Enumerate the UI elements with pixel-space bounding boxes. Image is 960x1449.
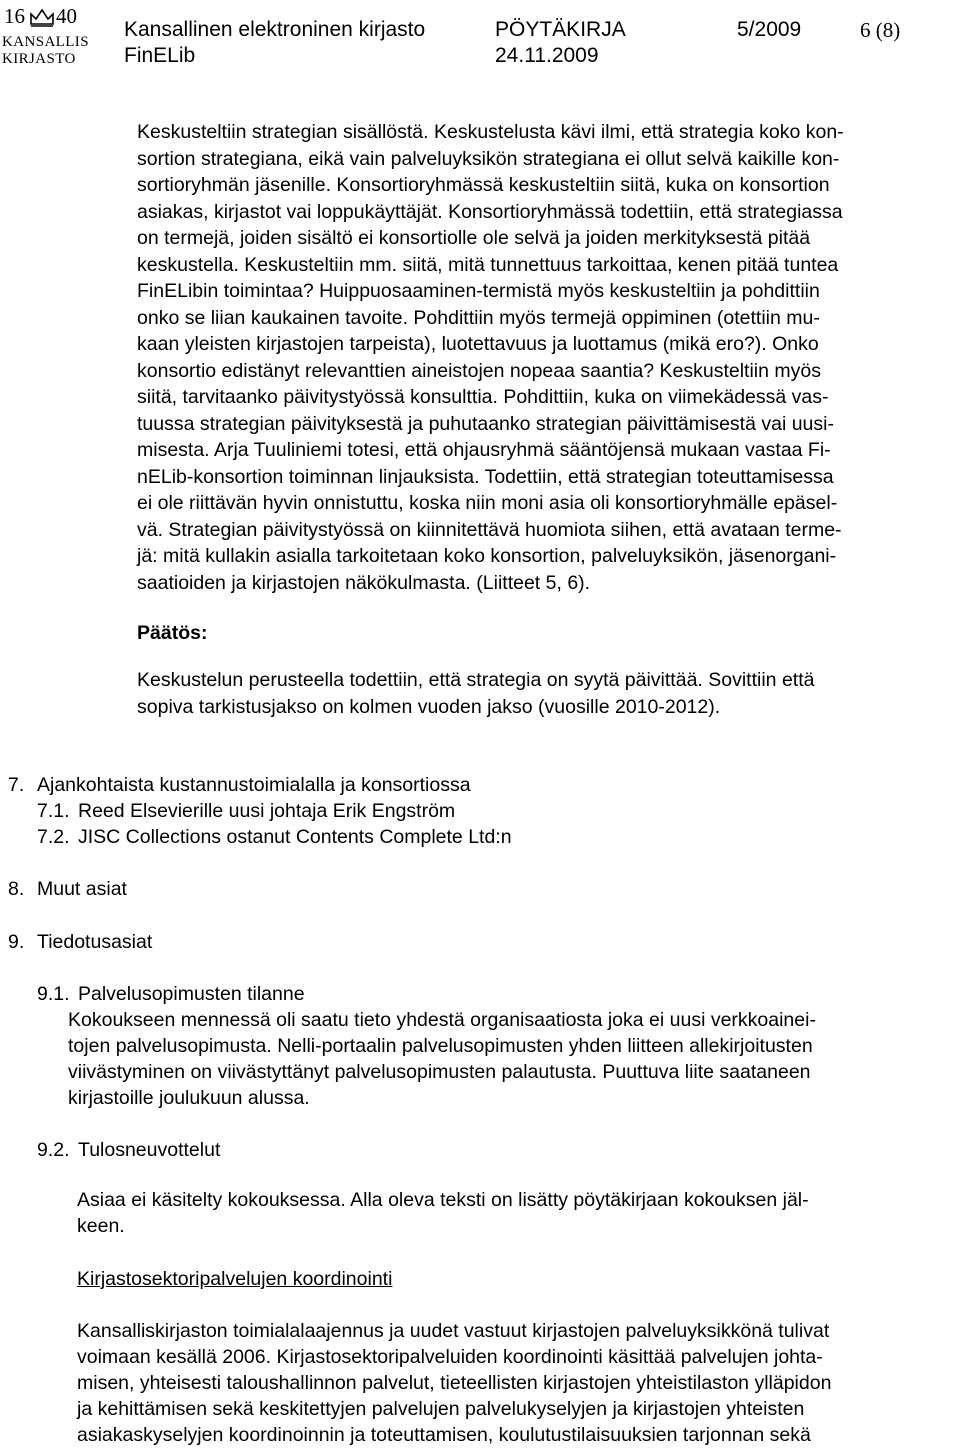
agenda-item-8-number: 8. — [8, 878, 25, 900]
agenda-item-8-title: Muut asiat — [37, 878, 127, 900]
paragraph-line: Kansalliskirjaston toimialalaajennus ja uudet vastuut kirjastojen palveluyksikkönä tulivat — [77, 1320, 830, 1342]
paragraph-line: keen. — [77, 1215, 125, 1237]
paragraph-line: konsortio edistänyt relevanttien aineistojen nopeaa saantia? Keskusteltiin myös — [137, 359, 821, 382]
paragraph-line: sopiva tarkistusjakso on kolmen vuoden jakso (vuosille 2010-2012). — [137, 695, 721, 718]
paragraph-line: misesta. Arja Tuuliniemi totesi, että ohjausryhmä sääntöjensä mukaan vastaa Fi- — [137, 439, 831, 461]
logo-year-right: 40 — [56, 4, 77, 28]
paragraph-line: asiakas, kirjastot vai loppukäyttäjät. Konsortioryhmässä todettiin, että strategiassa — [137, 200, 843, 223]
paragraph-line: jä: mitä kullakin asialla tarkoitetaan koko konsortion, palveluyksikön, jäsenorgani- — [137, 545, 837, 567]
paragraph-line: Keskusteltiin strategian sisällöstä. Keskustelusta kävi ilmi, että strategia koko kon- — [137, 121, 844, 143]
paragraph-line: viivästyminen on viivästyttänyt palvelusopimusten palautusta. Puuttuva liite saataneen — [68, 1061, 811, 1083]
meeting-date: 24.11.2009 — [495, 44, 599, 67]
doc-type: PÖYTÄKIRJA — [495, 18, 626, 41]
national-library-logo — [0, 4, 92, 70]
page-number: 6 (8) — [860, 18, 901, 42]
logo-year-left: 16 — [4, 4, 25, 28]
paragraph-line: siitä, tarvitaanko päivitystyössä konsulttia. Pohdittiin, kuka on viimekädessä vas- — [137, 386, 829, 408]
paragraph-line: vä. Strategian päivitystyössä on kiinnitettävä huomiota siihen, että avataan terme- — [137, 518, 842, 541]
agenda-item-9-title: Tiedotusasiat — [37, 931, 153, 953]
agenda-item-7-1-number: 7.1. — [37, 800, 70, 822]
agenda-item-9-1-number: 9.1. — [37, 983, 70, 1005]
paragraph-line: on termejä, joiden sisältö ei konsortiolle ole selvä ja joiden merkityksestä pitää — [137, 227, 811, 249]
paragraph-line: FinELibin toimintaa? Huippuosaaminen-termistä myös keskusteltiin ja pohdittiin — [137, 280, 820, 302]
agenda-item-7-1-title: Reed Elsevierille uusi johtaja Erik Engström — [78, 800, 456, 822]
paragraph-line: Kokoukseen mennessä oli saatu tieto yhdestä organisaatiosta joka ei uusi verkkoainei- — [68, 1009, 816, 1031]
paragraph-line: tojen palvelusopimusta. Nelli-portaalin palvelusopimusten yhden liitteen allekirjoitusten — [68, 1035, 813, 1057]
agenda-item-7-2-number: 7.2. — [37, 826, 70, 848]
coordination-paragraph — [77, 1318, 831, 1448]
paragraph-line: misen, yhteisesti taloushallinnon palvelut, tieteellisten kirjastojen yhteistilaston ylläpidon — [77, 1372, 832, 1394]
paragraph-line: keskustella. Keskusteltiin mm. siitä, mitä tunnettuus tarkoittaa, kenen pitää tuntea — [137, 253, 839, 276]
coordination-subheading: Kirjastosektoripalvelujen koordinointi — [77, 1268, 393, 1290]
paragraph-line: ja kehittämisen sekä keskitettyjen palvelujen palvelukyselyjen ja kirjastojen yhteisten — [77, 1398, 805, 1420]
agenda-item-9-number: 9. — [8, 931, 25, 953]
decision-paragraph — [137, 667, 950, 720]
paragraph-line: nELib-konsortion toiminnan linjauksista. Todettiin, että strategian toteuttamisessa — [137, 465, 834, 488]
paragraph-line: kaan yleisten kirjastojen tarpeista), luotettavuus ja luottamus (mikä ero?). Onko — [137, 333, 819, 355]
post-meeting-note — [77, 1187, 809, 1239]
agenda-item-9-2-number: 9.2. — [37, 1139, 70, 1161]
agenda-item-7-title: Ajankohtaista kustannustoimialalla ja konsortiossa — [37, 774, 471, 796]
org-name: Kansallinen elektroninen kirjasto — [124, 18, 426, 41]
paragraph-line: asiakaskyselyjen koordinoinnin ja toteuttamisen, koulutustilaisuuksien tarjonnan sekä — [77, 1424, 811, 1446]
paragraph-line: Asiaa ei käsitelty kokouksessa. Alla oleva teksti on lisätty pöytäkirjaan kokouksen jäl- — [77, 1189, 809, 1211]
paragraph-line: kirjastoille joulukuun alussa. — [68, 1087, 310, 1109]
paragraph-line: onko se liian kaukainen tavoite. Pohdittiin myös termejä oppiminen (otettiin mu- — [137, 306, 820, 329]
paragraph-line: sortioryhmän jäsenille. Konsortioryhmässä keskusteltiin siitä, kuka on konsortion — [137, 174, 830, 196]
paragraph-line: tuussa strategian päivityksestä ja puhutaanko strategian päivittämisestä vai uusi- — [137, 412, 834, 435]
service-agreements-paragraph — [68, 1007, 816, 1111]
logo-line-2: KIRJASTO — [2, 51, 76, 67]
paragraph-line: ei ole riittävän hyvin onnistuttu, koska niin moni asia oli konsortioryhmälle epäsel- — [137, 492, 838, 514]
strategy-discussion-paragraph — [137, 119, 950, 596]
doc-number: 5/2009 — [737, 18, 802, 41]
agenda-item-9-1-title: Palvelusopimusten tilanne — [78, 983, 305, 1005]
agenda-item-7-2-title: JISC Collections ostanut Contents Complete Ltd:n — [78, 826, 512, 848]
paragraph-line: saatioiden ja kirjastojen näkökulmasta. (Liitteet 5, 6). — [137, 571, 591, 594]
paragraph-line: Keskustelun perusteella todettiin, että strategia on syytä päivittää. Sovittiin että — [137, 669, 815, 691]
decision-heading: Päätös: — [137, 622, 208, 644]
crest-icon — [28, 8, 56, 28]
agenda-item-9-2-title: Tulosneuvottelut — [78, 1139, 221, 1161]
paragraph-line: voimaan kesällä 2006. Kirjastosektoripalveluiden koordinointi käsittää palvelujen johta- — [77, 1346, 823, 1368]
agenda-item-7-number: 7. — [8, 774, 25, 796]
paragraph-line: sortion strategiana, eikä vain palveluyksikön strategiana ei ollut selvä kaikille kon- — [137, 147, 840, 170]
header-subtitle: FinELib — [124, 44, 196, 67]
logo-line-1: KANSALLIS — [2, 34, 89, 50]
